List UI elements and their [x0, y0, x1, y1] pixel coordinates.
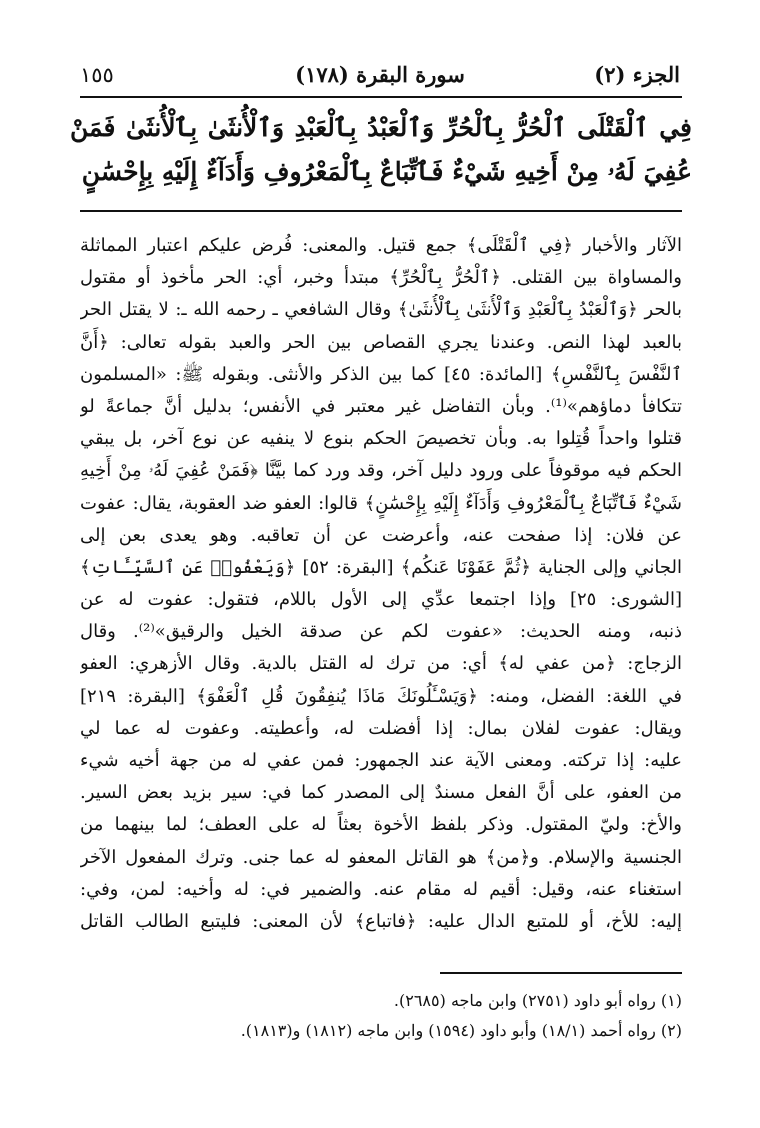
text-line: بالعبد لهذا النص. وعندنا يجري القصاص بين الحر والعبد بقوله تعالى: ﴿أَنَّ: [80, 331, 682, 353]
page-number: ١٥٥: [80, 63, 114, 87]
text-line: [الشورى: ٢٥] وإذا اجتمعا عدِّي إلى الأول باللام، فتقول: عفوت له عن: [80, 589, 682, 611]
text-line: ويقال: عفوت لفلان بمال: إذا أفضلت له، وأعطيته. وعفوت له عما لي: [80, 717, 682, 739]
footnote-divider: [440, 972, 682, 974]
text-line: عن فلان: إذا صفحت عنه، وأعرضت عن أن تعاقبه. وهو يعدى بعن إلى: [80, 524, 682, 546]
text-line: الجاني وإلى الجناية ﴿ثُمَّ عَفَوْنَا عَنكُم﴾ [البقرة: ٥٢] ﴿وَيَعْفُوا۟ عَنِ ٱلسَّيِّـَٔاتِ﴾: [80, 556, 682, 578]
text-line: والأخ: وليّ المقتول. وذكر بلفظ الأخوة بعثاً له على العطف؛ لما بينهما من: [80, 814, 682, 836]
part-label: الجزء (٢): [594, 62, 680, 87]
footnote: (٢) رواه أحمد (١٨/١) وأبو داود (١٥٩٤) وابن ماجه (١٨١٢) و(١٨١٣).: [240, 1021, 682, 1040]
text-line: قتلوا واحداً قُتِلوا به. وبأن تخصيصَ الحكم بنوع لا ينفيه عن نوع آخر، بل يبقي: [80, 428, 682, 450]
text-line: عليه: إذا تركته. ومعنى الآية عند الجمهور: فمن عفي له من جهة أخيه شيء: [80, 750, 682, 771]
text-line: ٱلنَّفْسَ بِٱلنَّفْسِ﴾ [المائدة: ٤٥] كما بين الذكر والأنثى. وبقوله ﷺ: «المسلمون: [80, 363, 682, 385]
text-line: الحكم فيه موقوفاً على ورود دليل آخر، وقد ورد كما بيَّنَّا ﴿فَمَنْ عُفِيَ لَهُۥ مِنْ أَخِيهِ: [80, 460, 682, 482]
text-line: إليه: للأخ، أو للمتبع الدال عليه: ﴿فاتباع﴾ لأن المعنى: فليتبع الطالب القاتل: [80, 910, 682, 932]
text-line: الجنسية والإسلام. و﴿من﴾ هو القاتل المعفو له عما جنى. وترك المفعول الآخر: [80, 846, 682, 868]
text-line: والمساواة بين القتلى. ﴿ٱلْحُرُّ بِٱلْحُرِّ﴾ مبتدأ وخبر، أي: الحر مأخوذ أو مقتول: [80, 267, 682, 289]
text-line: الزجاج: ﴿من عفي له﴾ أي: من ترك له القتل بالدية. وقال الأزهري: العفو: [80, 653, 682, 675]
text-line: بالحر ﴿وَٱلْعَبْدُ بِٱلْعَبْدِ وَٱلْأُنثَىٰ بِٱلْأُنثَىٰ﴾ وقال الشافعي ـ رحمه الله ـ: لا يقتل الحر: [80, 299, 682, 321]
text-line: من العفو، على أنَّ الفعل مسندٌ إلى المصدر كما في: سير بزيد بعض السير.: [80, 782, 682, 804]
verse-divider: [80, 210, 682, 212]
text-line: ذنبه، ومنه الحديث: «عفوت لكم عن صدقة الخيل والرقيق»⁽²⁾. وقال: [80, 621, 682, 643]
text-line: تتكافأ دماؤهم»⁽¹⁾. وبأن التفاضل غير معتبر في الأنفس؛ بدليل أنَّ جماعةً لو: [80, 395, 682, 417]
text-line: في اللغة: الفضل، ومنه: ﴿وَيَسْـَٔلُونَكَ مَاذَا يُنفِقُونَ قُلِ ٱلْعَفْوَ﴾ [البقرة: ٢١٩]: [80, 685, 682, 707]
quran-verse: فِي ٱلْقَتْلَى ٱلْحُرُّ بِٱلْحُرِّ وَٱلْعَبْدُ بِٱلْعَبْدِ وَٱلْأُنثَىٰ بِٱلْأُنثَىٰ فَمَنْ عُفِيَ لَهُۥ مِنْ أَخِيهِ شَيْءٌ فَٱتِّبَاعٌ بِٱلْمَعْرُوفِ وَأَدَآءٌ إِلَيْهِ بِإِحْسَٰنٍ: [70, 113, 692, 186]
surah-title: سورة البقرة (١٧٨): [295, 62, 465, 87]
footnote: (١) رواه أبو داود (٢٧٥١) وابن ماجه (٢٦٨٥).: [393, 991, 682, 1010]
text-line: استغناء عنه، وقيل: أقيم له مقام عنه. والضمير في: له وأخيه: لمن، وفي:: [80, 878, 682, 900]
text-line: شَيْءٌ فَٱتِّبَاعٌ بِٱلْمَعْرُوفِ وَأَدَآءٌ إِلَيْهِ بِإِحْسَٰنٍ﴾ قالوا: العفو ضد العقوبة، يقال: عفوت: [80, 492, 682, 514]
footnotes: [80, 986, 682, 1046]
header-divider: [80, 96, 682, 98]
text-line: الآثار والأخبار ﴿فِي ٱلْقَتْلَى﴾ جمع قتيل. والمعنى: فُرض عليكم اعتبار المماثلة: [80, 235, 682, 256]
page-header: [80, 60, 680, 94]
commentary-text: [80, 230, 682, 970]
